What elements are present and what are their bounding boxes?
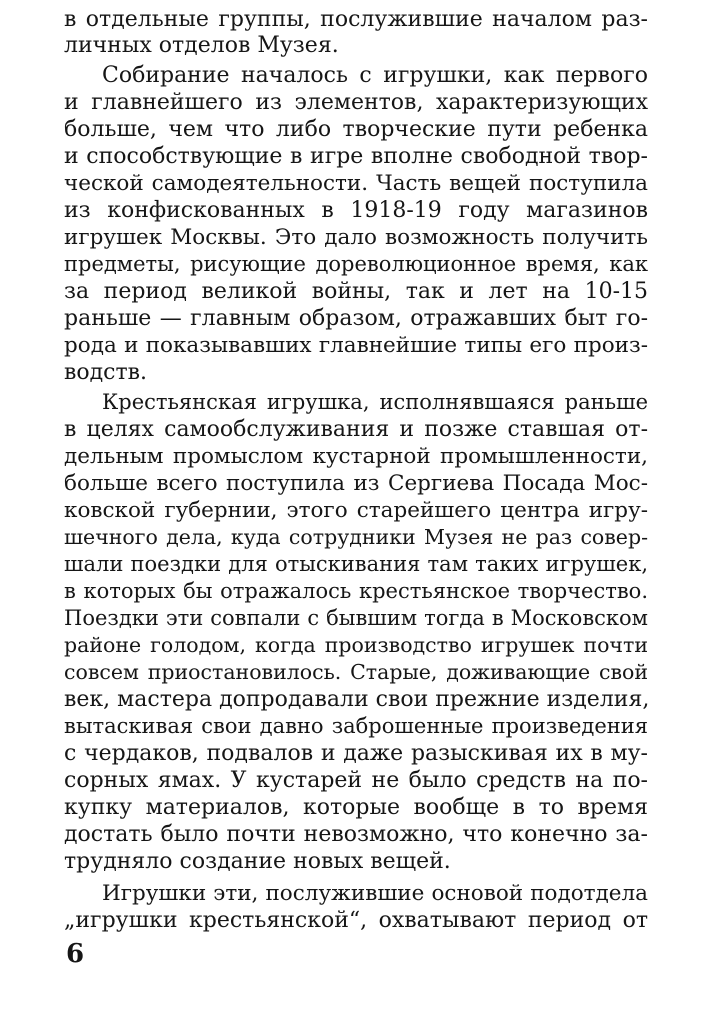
text-line: из конфискованных в 1918-19 году магазинов: [64, 198, 648, 223]
text-line: и главнейшего из элементов, характеризующих: [64, 90, 648, 115]
text-line: раньше — главным образом, отражавших быт го-: [64, 306, 648, 331]
page-number: 6: [66, 939, 85, 969]
text-line: личных отделов Музея.: [64, 33, 339, 58]
text-line: Поездки эти совпали с бывшим тогда в Московском: [64, 606, 648, 630]
text-line: с чердаков, подвалов и даже разыскивая их в му-: [64, 741, 648, 766]
text-line: достать было почти невозможно, что конечно за-: [64, 822, 648, 847]
text-line: вытаскивая свои давно заброшенные произведения: [64, 714, 648, 738]
text-line: Крестьянская игрушка, исполнявшаяся раньше: [102, 390, 648, 414]
text-line: больше, чем что либо творческие пути ребенка: [64, 117, 648, 142]
text-line: ческой самодеятельности. Часть вещей поступила: [64, 171, 648, 196]
text-line: в целях самообслуживания и позже ставшая от-: [64, 417, 648, 442]
text-line: шечного дела, куда сотрудники Музея не раз совер-: [64, 525, 648, 549]
text-line: в которых бы отражалось крестьянское творчество.: [64, 579, 648, 603]
text-line: рода и показывавших главнейшие типы его произ-: [64, 333, 648, 358]
text-line: век, мастера допродавали свои прежние изделия,: [64, 687, 650, 712]
text-line: в отдельные группы, послужившие началом раз-: [64, 7, 648, 32]
text-line: совсем приостановилось. Старые, доживающие свой: [64, 660, 648, 684]
text-line: ковской губернии, этого старейшего центра игру-: [64, 498, 648, 523]
text-line: игрушек Москвы. Это дало возможность получить: [64, 225, 648, 250]
text-line: дельным промыслом кустарной промышленности,: [64, 444, 648, 469]
text-line: купку материалов, которые вообще в то время: [64, 795, 648, 820]
text-line: и способствующие в игре вполне свободной твор-: [64, 144, 648, 169]
text-line: предметы, рисующие дореволюционное время, как: [64, 252, 648, 276]
text-line: Собирание началось с игрушки, как первого: [102, 63, 648, 88]
text-line: водств.: [64, 360, 148, 385]
text-line: „игрушки крестьянской“, охватывают период от: [64, 908, 648, 933]
text-line: трудняло создание новых вещей.: [64, 849, 451, 874]
text-line: больше всего поступила из Сергиева Посада Мос-: [64, 471, 648, 496]
text-line: Игрушки эти, послужившие основой подотдела: [102, 881, 648, 906]
text-line: районе голодом, когда производство игрушек почти: [64, 633, 648, 657]
text-line: шали поездки для отыскивания там таких игрушек,: [64, 552, 648, 576]
text-line: сорных ямах. У кустарей не было средств на по-: [64, 768, 648, 793]
text-line: за период великой войны, так и лет на 10-15: [64, 279, 648, 304]
